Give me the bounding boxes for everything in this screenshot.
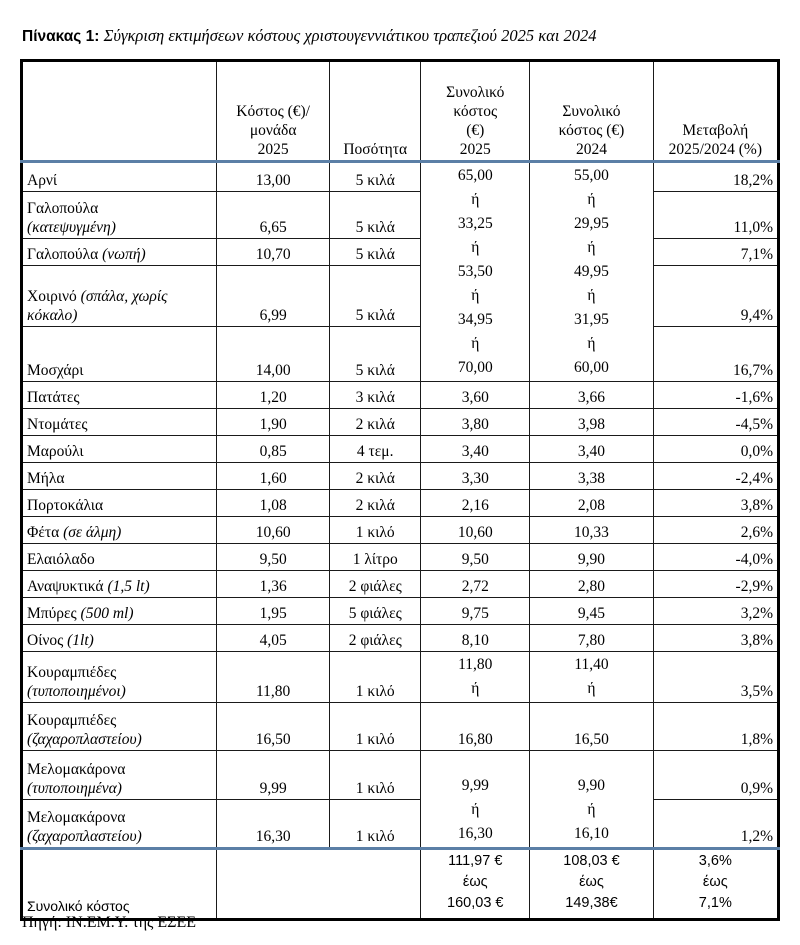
row-total-2024: 2,80 [530,571,653,598]
melo-2024-or1: ή [587,801,596,818]
header-unit-cost-line3: 2025 [257,141,289,158]
table-row [22,751,779,800]
kourab-2025-or1: ή [471,680,480,697]
table-row [22,571,779,598]
table-row [22,652,779,703]
merged-2024-v2: 29,95 [574,215,609,232]
merged-2025-or3: ή [471,287,480,304]
table-body [22,162,779,920]
merged-2025-v2: 33,25 [457,215,493,232]
item-name: Πορτοκάλια [27,497,104,514]
cost-comparison-table-wrapper [20,59,780,921]
row-item [22,703,217,751]
table-row [22,544,779,571]
row-quantity: 2 κιλά [330,409,421,436]
row-change: -2,9% [653,571,778,598]
header-unit-cost-line1: Κόστος (€)/ [236,103,310,120]
item-name: Μήλα [27,470,65,487]
item-qualifier: (ζαχαροπλαστείου) [27,828,142,845]
totals-2025-line3: 160,03 € [447,895,504,911]
row-quantity: 5 κιλά [330,239,421,266]
caption-label: Πίνακας 1: [22,28,100,45]
table-row [22,326,779,381]
table-row [22,192,779,239]
row-total-2024: 9,90 [530,544,653,571]
row-quantity: 1 κιλό [330,652,421,703]
item-name: Κουραμπιέδες [27,712,117,729]
row-item [22,266,217,326]
header-change [653,61,778,162]
row-total-2025: 9,50 [421,544,530,571]
merged-2024-or1: ή [587,191,596,208]
kourab-2025-v1: 11,80 [458,656,493,673]
row-item [22,571,217,598]
row-unit-cost: 14,00 [217,326,330,381]
header-quantity: Ποσότητα [330,61,421,162]
merged-2024-v1: 55,00 [574,167,609,184]
row-total-2025: 16,80 [421,703,530,751]
item-name: Οίνος [27,632,68,649]
row-total-2025: 8,10 [421,625,530,652]
row-unit-cost: 10,70 [217,239,330,266]
item-name: Ελαιόλαδο [27,551,95,568]
row-quantity: 2 κιλά [330,490,421,517]
row-change: -1,6% [653,382,778,409]
row-change: 16,7% [653,326,778,381]
row-item [22,463,217,490]
row-item [22,544,217,571]
row-quantity: 1 κιλό [330,517,421,544]
merged-2025-v5: 70,00 [457,359,493,376]
row-item [22,192,217,239]
totals-2024-line2: έως [579,874,604,890]
row-quantity: 5 φιάλες [330,598,421,625]
item-qualifier: (τυποποιημένα) [27,780,122,797]
header-total-2025-line4: 2025 [459,141,491,158]
item-qualifier: (τυποποιημένοι) [27,683,126,700]
kourab-2024-or1: ή [587,680,596,697]
row-unit-cost: 1,95 [217,598,330,625]
row-quantity: 2 κιλά [330,463,421,490]
item-name: Κουραμπιέδες [27,664,117,681]
row-total-2025: 3,60 [421,382,530,409]
item-qualifier: (1lt) [67,632,94,649]
row-unit-cost: 10,60 [217,517,330,544]
item-qualifier: (500 ml) [80,605,134,622]
header-row [22,61,779,162]
table-row [22,162,779,192]
item-name: Μελομακάρονα [27,809,126,826]
row-quantity: 5 κιλά [330,162,421,192]
row-unit-cost: 0,85 [217,436,330,463]
row-unit-cost: 1,90 [217,409,330,436]
row-quantity: 1 κιλό [330,703,421,751]
melo-2025-or1: ή [471,801,480,818]
row-unit-cost: 16,30 [217,800,330,849]
merged-total-2025-meat [421,162,530,382]
row-quantity: 2 φιάλες [330,625,421,652]
row-total-2024: 7,80 [530,625,653,652]
totals-2024-line1: 108,03 € [563,853,620,869]
row-change: 11,0% [653,192,778,239]
table-row [22,239,779,266]
row-unit-cost: 1,60 [217,463,330,490]
item-name: Μοσχάρι [27,362,84,379]
row-quantity: 1 λίτρο [330,544,421,571]
row-item [22,598,217,625]
item-qualifier: (νωπή) [102,246,146,264]
merged-total-2025-melomakarona [421,751,530,849]
row-total-2024: 10,33 [530,517,653,544]
row-total-2024: 9,45 [530,598,653,625]
item-name: Γαλοπούλα [27,200,99,218]
row-unit-cost: 9,50 [217,544,330,571]
row-total-2025: 10,60 [421,517,530,544]
row-change: 7,1% [653,239,778,266]
row-total-2024: 16,50 [530,703,653,751]
item-name: Πατάτες [27,389,80,406]
header-total-2025-line2: κόστος [453,103,498,120]
row-item [22,490,217,517]
row-change: 3,5% [653,652,778,703]
row-item [22,409,217,436]
table-row [22,490,779,517]
melo-2024-v1: 9,90 [577,777,606,794]
row-item [22,625,217,652]
row-item [22,382,217,409]
row-quantity: 3 κιλά [330,382,421,409]
merged-total-2024-kourabiedes [530,652,653,703]
row-change: 1,8% [653,703,778,751]
row-change: 3,2% [653,598,778,625]
row-unit-cost: 16,50 [217,703,330,751]
header-total-2024 [530,61,653,162]
merged-total-2025-kourabiedes [421,652,530,703]
melo-2025-v2: 16,30 [457,825,493,842]
header-unit-cost [217,61,330,162]
row-item [22,162,217,192]
row-change: 0,0% [653,436,778,463]
row-unit-cost: 1,20 [217,382,330,409]
merged-2025-v4: 34,95 [457,311,493,328]
item-name: Ντομάτες [27,416,88,433]
totals-label: Συνολικό κόστος [22,849,217,920]
totals-2024 [530,849,653,920]
item-qualifier: (1,5 lt) [107,578,150,595]
melo-2024-v2: 16,10 [574,825,609,842]
merged-2024-or4: ή [587,335,596,352]
row-total-2025: 2,72 [421,571,530,598]
row-total-2025: 3,30 [421,463,530,490]
header-total-2024-line2: κόστος (€) [558,122,625,139]
totals-change-line2: έως [702,874,728,890]
row-total-2024: 3,98 [530,409,653,436]
row-unit-cost: 13,00 [217,162,330,192]
merged-2024-or3: ή [587,287,596,304]
item-qualifier: (ζαχαροπλαστείου) [27,731,142,748]
row-item [22,800,217,849]
row-unit-cost: 6,99 [217,266,330,326]
merged-2024-v3: 49,95 [574,263,609,280]
table-row [22,409,779,436]
row-item [22,326,217,381]
row-quantity: 4 τεμ. [330,436,421,463]
merged-total-2024-melomakarona [530,751,653,849]
item-qualifier: (σπάλα, χωρίς κόκαλο) [27,287,168,324]
header-change-line1: Μεταβολή [682,122,749,139]
merged-2025-or1: ή [471,191,480,208]
item-name: Αναψυκτικά [27,578,108,595]
merged-2025-v1: 65,00 [457,167,493,184]
item-qualifier: (σε άλμη) [63,524,122,541]
row-unit-cost: 6,65 [217,192,330,239]
item-name: Χοιρινό [27,287,81,305]
item-name: Μαρούλι [27,443,84,460]
melo-2025-v1: 9,99 [461,777,489,794]
source-note: Πηγή: ΙΝ.ΕΜ.Υ. της ΕΣΕΕ [22,914,197,931]
item-name: Γαλοπούλα [27,246,103,264]
header-total-2025-line3: (€) [466,122,485,139]
table-caption [22,26,782,47]
totals-2025 [421,849,530,920]
row-total-2024: 3,38 [530,463,653,490]
row-quantity: 1 κιλό [330,751,421,800]
table-row [22,266,779,326]
row-total-2025: 3,40 [421,436,530,463]
table-row [22,625,779,652]
totals-change-line1: 3,6% [698,853,732,869]
header-total-2024-line1: Συνολικό [562,103,621,120]
header-total-2025 [421,61,530,162]
cost-comparison-table [20,59,780,921]
totals-change-line3: 7,1% [698,895,732,911]
row-change: -4,0% [653,544,778,571]
merged-2024-v4: 31,95 [574,311,609,328]
row-change: 3,8% [653,490,778,517]
totals-2024-line3: 149,38€ [565,895,618,911]
table-row [22,598,779,625]
row-change: 1,2% [653,800,778,849]
item-qualifier: (κατεψυγμένη) [27,219,116,237]
row-unit-cost: 4,05 [217,625,330,652]
row-item [22,517,217,544]
row-total-2024: 2,08 [530,490,653,517]
row-total-2024: 3,66 [530,382,653,409]
row-total-2025: 2,16 [421,490,530,517]
row-quantity: 5 κιλά [330,266,421,326]
row-total-2025: 9,75 [421,598,530,625]
totals-change [653,849,778,920]
row-unit-cost: 1,36 [217,571,330,598]
row-change: 2,6% [653,517,778,544]
item-name: Αρνί [27,172,58,190]
row-item [22,436,217,463]
row-change: -4,5% [653,409,778,436]
row-unit-cost: 9,99 [217,751,330,800]
kourab-2024-v1: 11,40 [574,656,609,673]
row-unit-cost: 1,08 [217,490,330,517]
table-row [22,800,779,849]
totals-blank-cell [217,849,421,920]
caption-text: Σύγκριση εκτιμήσεων κόστους χριστουγεννιάτικου τραπεζιού 2025 και 2024 [99,26,597,45]
item-name: Μπύρες [27,605,81,622]
row-change: 0,9% [653,751,778,800]
merged-total-2024-meat [530,162,653,382]
row-change: 18,2% [653,162,778,192]
header-item [22,61,217,162]
row-quantity: 5 κιλά [330,192,421,239]
row-item [22,751,217,800]
row-change: -2,4% [653,463,778,490]
table-header [22,61,779,162]
totals-row [22,849,779,920]
header-total-2025-line1: Συνολικό [446,84,505,101]
merged-2025-v3: 53,50 [457,263,493,280]
row-item [22,239,217,266]
merged-2024-v5: 60,00 [574,359,609,376]
totals-2025-line2: έως [462,874,488,890]
row-total-2024: 3,40 [530,436,653,463]
header-total-2024-line3: 2024 [575,141,607,158]
row-unit-cost: 11,80 [217,652,330,703]
table-row [22,703,779,751]
row-total-2025: 3,80 [421,409,530,436]
item-name: Μελομακάρονα [27,761,126,778]
table-row [22,436,779,463]
table-row [22,382,779,409]
header-unit-cost-line2: μονάδα [249,122,297,139]
item-name: Φέτα [27,524,64,541]
header-change-line2: 2025/2024 (%) [668,141,763,158]
row-item [22,652,217,703]
row-change: 3,8% [653,625,778,652]
row-quantity: 2 φιάλες [330,571,421,598]
merged-2025-or2: ή [471,239,480,256]
row-quantity: 1 κιλό [330,800,421,849]
row-change: 9,4% [653,266,778,326]
totals-2025-line1: 111,97 € [448,853,503,869]
table-row [22,517,779,544]
merged-2024-or2: ή [587,239,596,256]
row-quantity: 5 κιλά [330,326,421,381]
merged-2025-or4: ή [471,335,480,352]
table-row [22,463,779,490]
